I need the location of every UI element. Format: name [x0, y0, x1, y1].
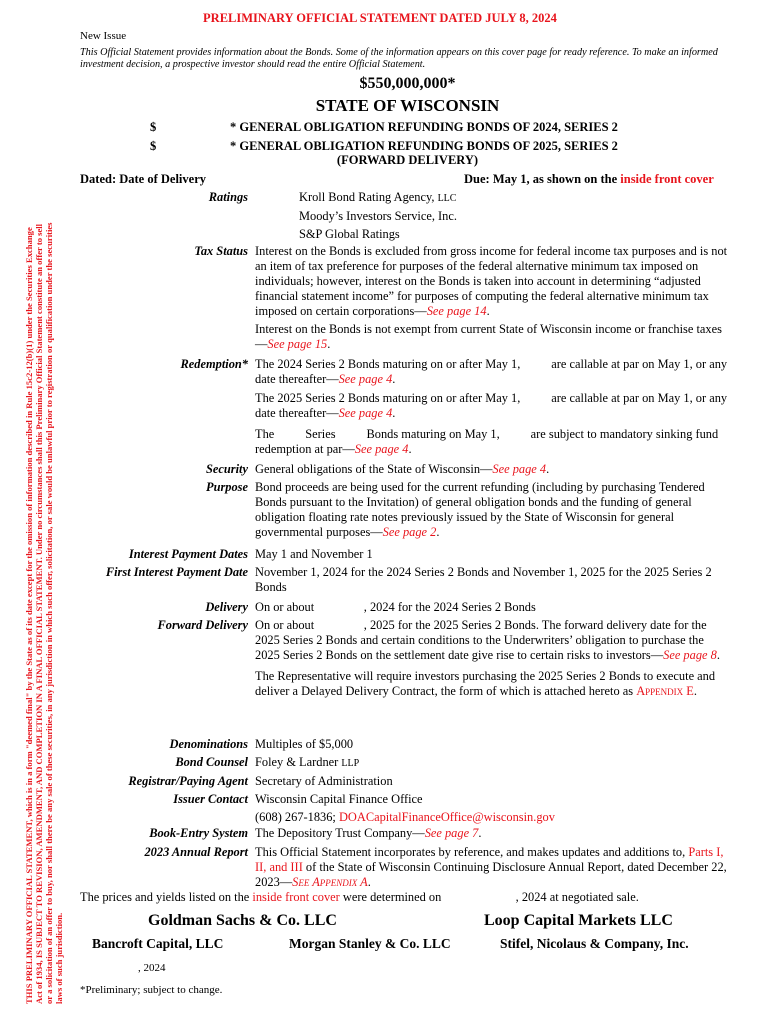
annual-report-period: .	[367, 875, 371, 889]
legend-line-3: or a solicitation of an offer to buy, nor shall there be any sale of these securities, in any jurisdiction in which such offer, solicitation, or sale would be unlawful prior to registration or qualification under the securities	[44, 222, 54, 1004]
security-text: General obligations of the State of Wisconsin—	[255, 462, 493, 476]
registrar-label: Registrar/Paying Agent	[128, 774, 248, 788]
bond-counsel-llp: LLP	[341, 758, 360, 769]
new-issue-label: New Issue	[80, 30, 127, 42]
see-page-7-link[interactable]: See page 7	[424, 826, 479, 840]
first-interest-value: November 1, 2024 for the 2024 Series 2 Bonds and November 1, 2025 for the 2025 Series 2 Bonds	[255, 565, 712, 594]
see-page-4-link-1[interactable]: See page 4	[338, 372, 393, 386]
denominations-label: Denominations	[169, 737, 248, 751]
official-statement-date: , 2024	[138, 962, 166, 974]
interest-dates-value: May 1 and November 1	[255, 547, 373, 561]
delivery-label: Delivery	[205, 600, 248, 614]
preliminary-banner: PRELIMINARY OFFICIAL STATEMENT DATED JULY 8, 2024	[203, 11, 557, 25]
pricing-text-1: The prices and yields listed on the	[80, 890, 253, 904]
due-date	[464, 172, 714, 187]
intro-paragraph: This Official Statement provides information about the Bonds. Some of the information appears on this cover page for ready reference. To make an informed investment decision, a prospective investor should read the entire Official Statement.	[80, 47, 718, 70]
issuer-contact-phone: (608) 267-1836;	[255, 810, 339, 824]
inside-front-cover-link[interactable]: inside front cover	[620, 172, 714, 186]
issue-amount: $550,000,000*	[359, 75, 456, 92]
rating-kroll-llc: LLC	[437, 193, 457, 204]
redemption-period-2: .	[392, 406, 396, 420]
security-see-page-4-link[interactable]: See page 4	[492, 462, 547, 476]
first-interest-label: First Interest Payment Date	[105, 565, 248, 579]
tax-status-period-2: .	[327, 337, 331, 351]
dated-date: Dated: Date of Delivery	[80, 172, 206, 186]
underwriter-stifel: Stifel, Nicolaus & Company, Inc.	[500, 936, 689, 951]
redemption-text-2: The 2025 Series 2 Bonds maturing on or after May 1, are callable at par on May 1, or any date thereafter—	[255, 391, 731, 420]
underwriter-morgan-stanley: Morgan Stanley & Co. LLC	[289, 936, 451, 951]
series-title-2025: * GENERAL OBLIGATION REFUNDING BONDS OF 2025, SERIES 2	[230, 139, 618, 153]
see-page-2-link[interactable]: See page 2	[382, 525, 437, 539]
see-page-15-link[interactable]: See page 15	[267, 337, 328, 351]
parts-i-ii-iii-link[interactable]: Parts I, II, and III	[255, 845, 724, 874]
see-page-4-link-3[interactable]: See page 4	[354, 442, 409, 456]
forward-delivery-period-1: .	[716, 648, 720, 662]
rating-moodys: Moody’s Investors Service, Inc.	[299, 209, 457, 223]
tax-status-text-2: Interest on the Bonds is not exempt from current State of Wisconsin income or franchise taxes—	[255, 322, 722, 351]
issuer-contact-label: Issuer Contact	[173, 792, 248, 806]
redemption-period-1: .	[392, 372, 396, 386]
annual-report-label: 2023 Annual Report	[144, 845, 248, 859]
denominations-value: Multiples of $5,000	[255, 737, 354, 751]
see-page-4-link-2[interactable]: See page 4	[338, 406, 393, 420]
redemption-text-1: The 2024 Series 2 Bonds maturing on or after May 1, are callable at par on May 1, or any date thereafter—	[255, 357, 731, 386]
legend-line-1: THIS PRELIMINARY OFFICIAL STATEMENT, which is in a form "deemed final" by the State as of its date except for the omission of information described in Rule 15c2-12(b)(1) under the Securities Exchange	[24, 227, 34, 1004]
forward-delivery-label: Forward Delivery	[157, 618, 248, 632]
book-entry-label: Book-Entry System	[149, 826, 248, 840]
bond-counsel-label: Bond Counsel	[175, 755, 248, 769]
see-page-8-link[interactable]: See page 8	[663, 648, 717, 662]
rating-kroll: Kroll Bond Rating Agency,	[299, 190, 438, 204]
tax-status-text-1: Interest on the Bonds is excluded from gross income for federal income tax purposes and is not an item of tax preference for purposes of the federal alternative minimum tax imposed on individuals; however, interest on the Bonds is taken into account in determining “adjusted financial statement income” for purposes of computing the federal alternative minimum tax imposed on certain corporations—	[255, 244, 728, 318]
book-entry-period: .	[478, 826, 482, 840]
security-label: Security	[206, 462, 248, 476]
see-appendix-a-link[interactable]: See Appendix A	[292, 875, 368, 889]
purpose-text: Bond proceeds are being used for the current refunding (including by purchasing Tendered Bonds pursuant to the Invitation) of general obligation bonds and the funding of general obligation floating rate notes previously issued by the State of Wisconsin for general governmental purposes—	[255, 480, 705, 539]
registrar-value: Secretary of Administration	[255, 774, 393, 788]
series-amount-2025: $	[150, 139, 157, 153]
pricing-statement	[80, 890, 639, 905]
issuer-contact-office: Wisconsin Capital Finance Office	[255, 792, 423, 806]
forward-delivery-text-1: On or about , 2025 for the 2025 Series 2 Bonds. The forward delivery date for the 2025 Series 2 Bonds and certain conditions to the Underwriters’ obligation to purchase the 2025 Series 2 Bonds on the settlement date give rise to certain risks to investors—	[255, 618, 710, 662]
annual-report-text-1: This Official Statement incorporates by reference, and makes updates and additions to,	[255, 845, 689, 859]
book-entry-value: The Depository Trust Company—	[255, 826, 425, 840]
interest-dates-label: Interest Payment Dates	[128, 547, 248, 561]
series-title-2024: * GENERAL OBLIGATION REFUNDING BONDS OF 2024, SERIES 2	[230, 120, 618, 134]
redemption-period-3: .	[408, 442, 412, 456]
see-page-14-link[interactable]: See page 14	[426, 304, 487, 318]
delivery-value: On or about , 2024 for the 2024 Series 2 Bonds	[255, 600, 536, 614]
due-text: Due: May 1, as shown on the	[464, 172, 621, 186]
underwriter-loop: Loop Capital Markets LLC	[484, 912, 673, 929]
underwriter-goldman: Goldman Sachs & Co. LLC	[148, 912, 337, 929]
pricing-inside-front-cover-link[interactable]: inside front cover	[252, 890, 340, 904]
purpose-label: Purpose	[206, 480, 248, 494]
forward-delivery-text-2: The Representative will require investors purchasing the 2025 Series 2 Bonds to execute and deliver a Delayed Delivery Contract, the form of which is attached hereto as	[255, 669, 716, 698]
annual-report-text-2: of the State of Wisconsin Continuing Disclosure Annual Report, dated December 22, 2023—	[255, 860, 727, 889]
tax-status-period-1: .	[486, 304, 490, 318]
security-period: .	[546, 462, 550, 476]
legend-line-4: laws of such jurisdiction.	[54, 912, 64, 1004]
series-amount-2024: $	[150, 120, 157, 134]
redemption-text-3: The Series Bonds maturing on May 1, are subject to mandatory sinking fund redemption at par—	[255, 427, 722, 456]
redemption-label: Redemption*	[180, 357, 248, 371]
tax-status-label: Tax Status	[194, 244, 248, 258]
legend-line-2: Act of 1934, IS SUBJECT TO REVISION, AMENDMENT, AND COMPLETION IN A FINAL OFFICIAL STATEMENT. Under no circumstances shall this Preliminary Official Statement constitute an offer to sell	[34, 223, 44, 1004]
issuer-name: STATE OF WISCONSIN	[315, 96, 500, 115]
appendix-e-link[interactable]: Appendix E	[636, 684, 694, 698]
pricing-text-2: were determined on , 2024 at negotiated sale.	[339, 890, 639, 904]
underwriter-bancroft: Bancroft Capital, LLC	[92, 936, 224, 951]
forward-delivery-period-2: .	[693, 684, 697, 698]
forward-delivery-title: (FORWARD DELIVERY)	[336, 153, 479, 167]
ratings-label: Ratings	[208, 190, 248, 204]
rating-sp: S&P Global Ratings	[299, 227, 400, 241]
preliminary-footnote: *Preliminary; subject to change.	[80, 984, 223, 996]
issuer-contact-email-link[interactable]: DOACapitalFinanceOffice@wisconsin.gov	[338, 810, 555, 824]
side-legend	[24, 36, 64, 1004]
bond-counsel-value: Foley & Lardner	[255, 755, 342, 769]
purpose-period: .	[436, 525, 440, 539]
